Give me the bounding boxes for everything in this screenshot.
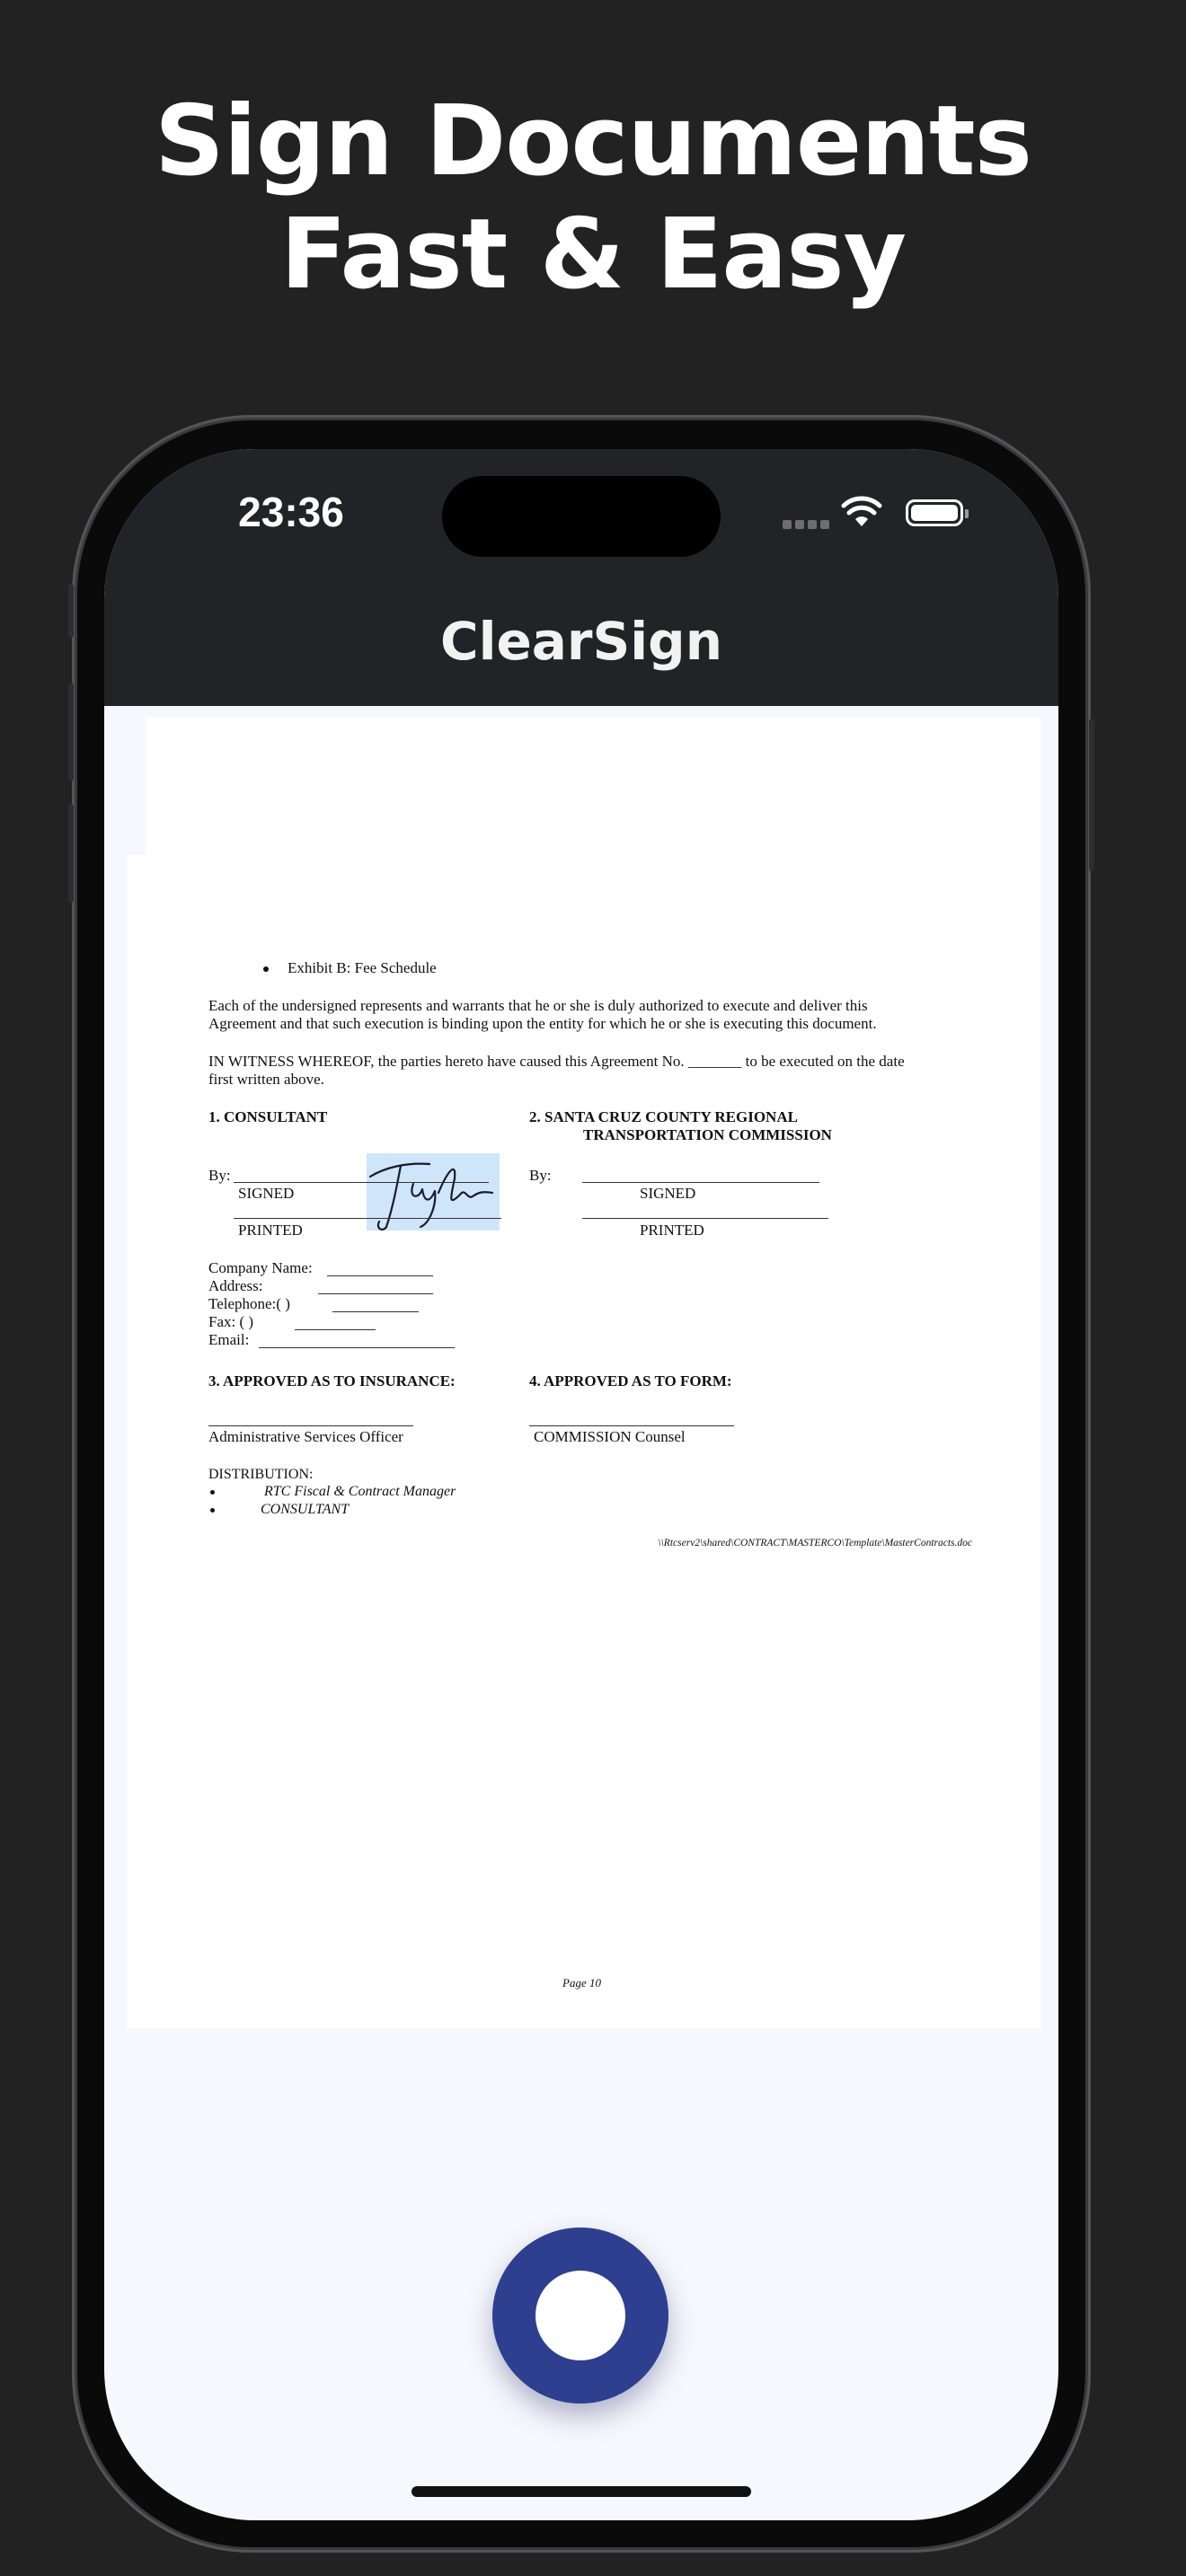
email-label: Email:	[208, 1331, 250, 1348]
printed-label-right: PRINTED	[640, 1222, 704, 1239]
signed-label-right: SIGNED	[640, 1185, 696, 1202]
top-bar	[104, 449, 1058, 706]
consultant-heading: 1. CONSULTANT	[208, 1108, 328, 1125]
by-label-left: By:	[208, 1167, 231, 1184]
distribution-item-1: RTC Fiscal & Contract Manager	[264, 1484, 456, 1499]
telephone-line	[332, 1311, 419, 1312]
side-button-volume-up	[68, 683, 74, 781]
headline-line-2: Fast & Easy	[280, 198, 906, 311]
insurance-heading: 3. APPROVED AS TO INSURANCE:	[208, 1372, 456, 1389]
company-name-line	[327, 1275, 433, 1276]
email-line	[259, 1347, 455, 1348]
address-label: Address:	[208, 1277, 263, 1294]
battery-icon	[906, 499, 963, 526]
address-line	[318, 1293, 433, 1294]
printed-line-left	[234, 1218, 501, 1219]
signal-dots-icon	[783, 516, 833, 533]
distribution-label: DISTRIBUTION:	[208, 1467, 314, 1482]
side-button-silent	[68, 584, 74, 638]
document-page[interactable]	[128, 855, 1040, 2028]
fax-label: Fax: ( )	[208, 1313, 254, 1330]
sign-button[interactable]	[492, 2228, 668, 2404]
app-title: ClearSign	[440, 611, 722, 672]
document-page-top	[146, 717, 1040, 855]
form-sign-line	[529, 1425, 734, 1426]
headline	[0, 85, 1186, 312]
commission-counsel-label: COMMISSION Counsel	[534, 1428, 686, 1445]
side-button-volume-down	[68, 804, 74, 903]
wifi-icon	[841, 496, 882, 528]
dynamic-island	[442, 476, 721, 557]
company-name-label: Company Name:	[208, 1259, 313, 1276]
doc-para1-line2: Agreement and that such execution is binding upon the entity for which he or she is executing this document.	[208, 1015, 877, 1032]
signed-line-left	[234, 1182, 489, 1183]
printed-label-left: PRINTED	[238, 1222, 303, 1239]
signed-line-right	[582, 1182, 819, 1183]
home-indicator[interactable]	[412, 2486, 751, 2497]
distribution-item-2: CONSULTANT	[261, 1502, 350, 1517]
headline-line-1: Sign Documents	[155, 85, 1031, 198]
doc-para1-line1: Each of the undersigned represents and warrants that he or she is duly authorized to execute and deliver this	[208, 997, 868, 1014]
commission-heading-1: 2. SANTA CRUZ COUNTY REGIONAL	[529, 1108, 798, 1125]
phone-screen	[104, 449, 1058, 2520]
form-heading: 4. APPROVED AS TO FORM:	[529, 1372, 732, 1389]
status-time: 23:36	[238, 489, 344, 535]
printed-line-right	[582, 1218, 828, 1219]
bullet-dot	[210, 1508, 215, 1513]
doc-para2-line2: first written above.	[208, 1071, 324, 1088]
doc-para2-line1: IN WITNESS WHEREOF, the parties hereto have caused this Agreement No. _______ to be executed on the date	[208, 1053, 905, 1070]
page-number: Page 10	[562, 1976, 601, 1989]
bullet-dot	[210, 1490, 215, 1495]
doc-bullet-item: Exhibit B: Fee Schedule	[288, 959, 437, 976]
side-button-power	[1089, 719, 1094, 871]
insurance-sign-line	[208, 1425, 413, 1426]
signed-label-left: SIGNED	[238, 1185, 295, 1202]
signature-image[interactable]	[367, 1151, 501, 1234]
by-label-right: By:	[529, 1167, 552, 1184]
admin-officer-label: Administrative Services Officer	[208, 1428, 403, 1445]
file-path: \\Rtcserv2\shared\CONTRACT\MASTERCO\Template\MasterContracts.doc	[658, 1538, 972, 1548]
sign-fab-icon	[535, 2271, 625, 2360]
bullet-dot	[263, 966, 269, 972]
fax-line	[295, 1329, 376, 1330]
commission-heading-2: TRANSPORTATION COMMISSION	[583, 1126, 832, 1143]
telephone-label: Telephone:( )	[208, 1295, 290, 1312]
